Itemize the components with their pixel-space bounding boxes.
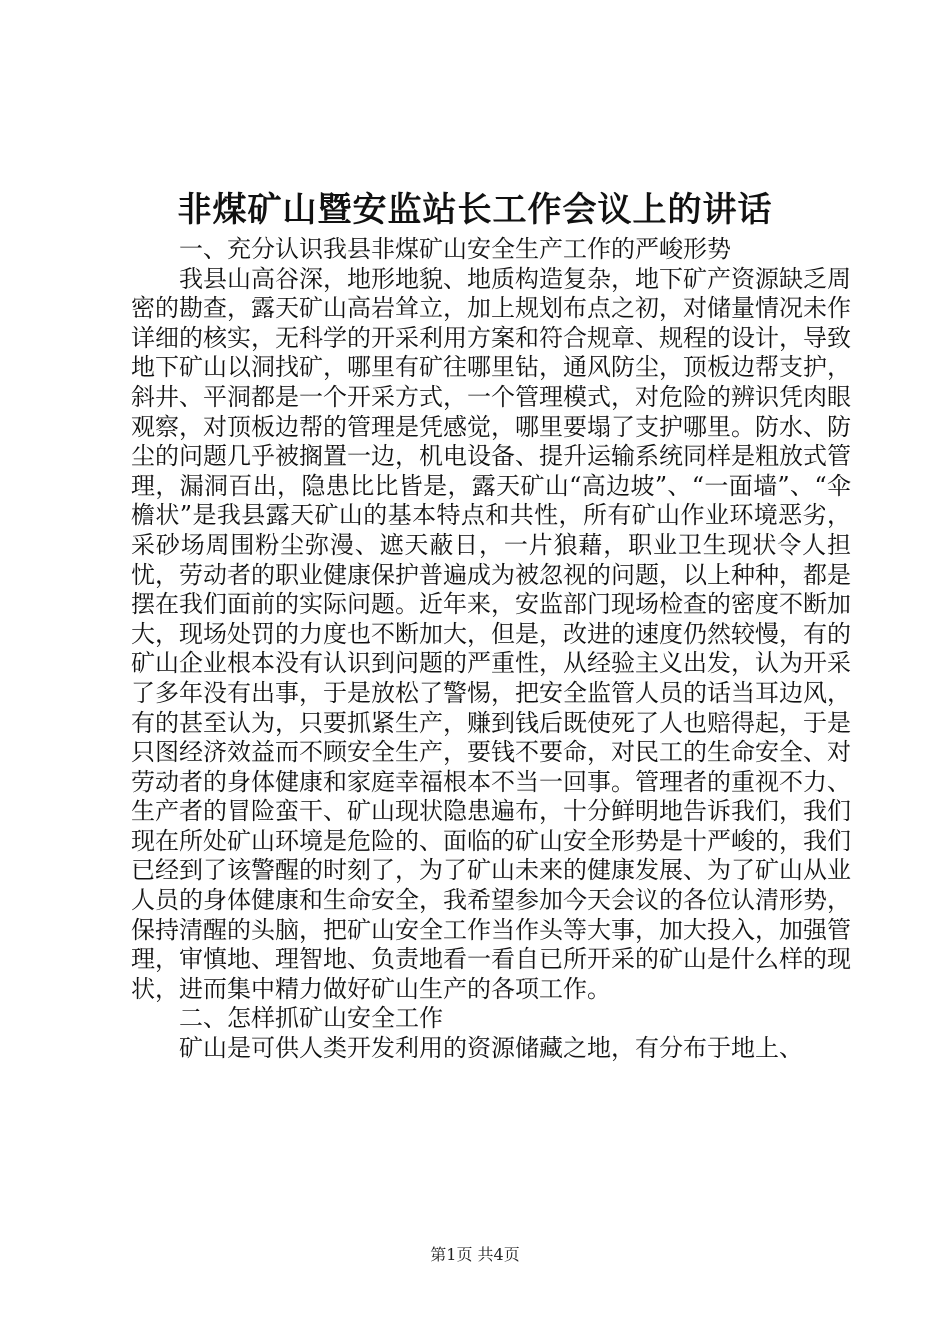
section-heading-1: 一、充分认识我县非煤矿山安全生产工作的严峻形势 xyxy=(179,235,731,263)
body-paragraph-1: 我县山高谷深，地形地貌、地质构造复杂，地下矿产资源缺乏周密的勘查，露天矿山高岩耸立，加上规划布点之初，对储量情况未作详细的核实，无科学的开采利用方案和符合规章、规程的设计，导致地下矿山以洞找矿，哪里有矿往哪里钻，通风防尘，顶板边帮支护，斜井、平洞都是一个开采方式，一个管理模式，对危险的辨识凭肉眼观察，对顶板边帮的管理是凭感觉，哪里要塌了支护哪里。防水、防尘的问题几乎被搁置一边，机电设备、提升运输系统同样是粗放式管理，漏洞百出，隐患比比皆是，露天矿山“高边坡”、“一面墙”、“伞檐状”是我县露天矿山的基本特点和共性，所有矿山作业环境恶劣，采砂场周围粉尘弥漫、遮天蔽日，一片狼藉，职业卫生现状令人担忧，劳动者的职业健康保护普遍成为被忽视的问题，以上种种，都是摆在我们面前的实际问题。近年来，安监部门现场检查的密度不断加大，现场处罚的力度也不断加大，但是，改进的速度仍然较慢，有的矿山企业根本没有认识到问题的严重性，从经验主义出发，认为开采了多年没有出事，于是放松了警惕，把安全监管人员的话当耳边风，有的甚至认为，只要抓紧生产，赚到钱后既使死了人也赔得起，于是只图经济效益而不顾安全生产，要钱不要命，对民工的生命安全、对劳动者的身体健康和家庭幸福根本不当一回事。管理者的重视不力、生产者的冒险蛮干、矿山现状隐患遍布，十分鲜明地告诉我们，我们现在所处矿山环境是危险的、面临的矿山安全形势是十严峻的，我们已经到了该警醒的时刻了，为了矿山未来的健康发展、为了矿山从业人员的身体健康和生命安全，我希望参加今天会议的各位认清形势，保持清醒的头脑，把矿山安全工作当作头等大事，加大投入，加强管理，审慎地、理智地、负责地看一看自已所开采的矿山是什么样的现状，进而集中精力做好矿山生产的各项工作。 xyxy=(131,264,851,1003)
document-body xyxy=(131,235,851,1064)
document-title: 非煤矿山暨安监站长工作会议上的讲话 xyxy=(177,190,773,230)
body-paragraph-2: 矿山是可供人类开发利用的资源储藏之地，有分布于地上、 xyxy=(179,1034,803,1063)
section-heading-2: 二、怎样抓矿山安全工作 xyxy=(179,1004,443,1033)
page-number-footer: 第1页 共4页 xyxy=(430,1245,520,1264)
